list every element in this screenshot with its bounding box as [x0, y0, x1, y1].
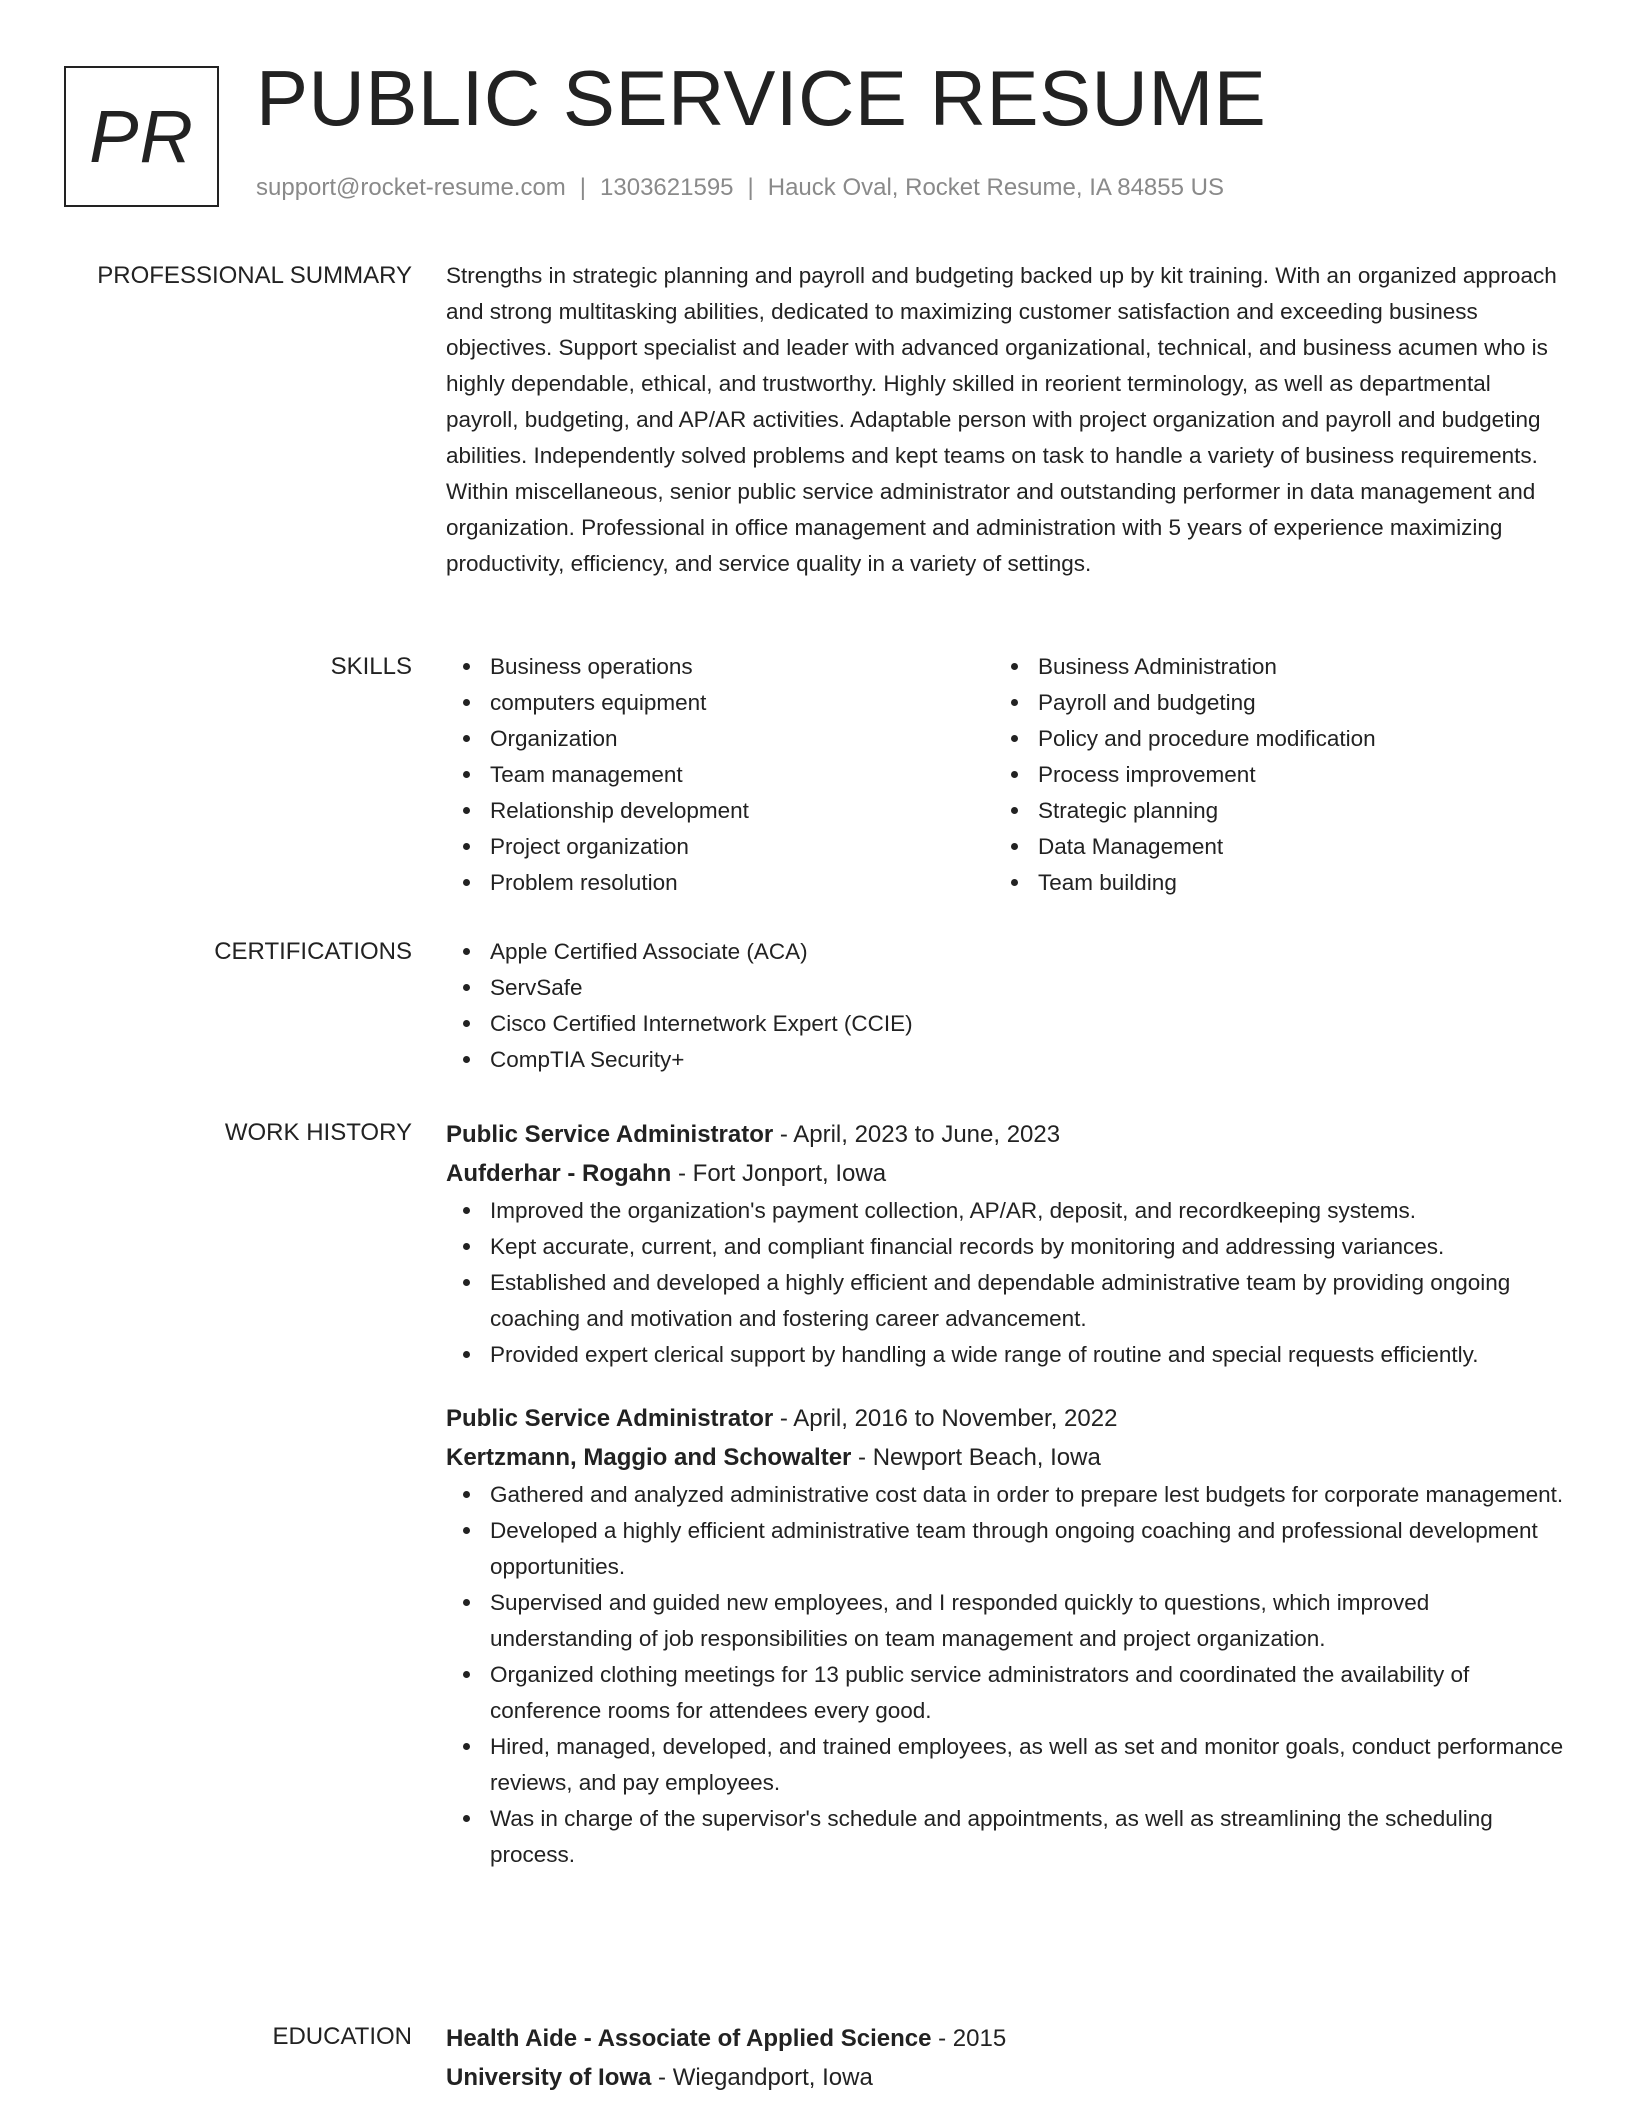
- section-label-summary: PROFESSIONAL SUMMARY: [97, 262, 412, 289]
- job-bullet: Provided expert clerical support by handling a wide range of routine and special requests efficiently.: [490, 1337, 1564, 1373]
- certification-item: CompTIA Security+: [490, 1042, 1564, 1078]
- contact-separator: |: [579, 174, 587, 201]
- skill-item: Policy and procedure modification: [1038, 721, 1542, 757]
- skill-item: Project organization: [490, 829, 994, 865]
- skill-item: Team building: [1038, 865, 1542, 901]
- skill-item: Organization: [490, 721, 994, 757]
- contact-phone: 1303621595: [600, 174, 734, 201]
- job-bullet: Kept accurate, current, and compliant financial records by monitoring and addressing variances.: [490, 1229, 1564, 1265]
- job-company: Aufderhar - Rogahn: [446, 1160, 672, 1187]
- job-title: Public Service Administrator: [446, 1405, 774, 1432]
- job-title-line: [446, 1399, 1564, 1438]
- skill-item: Business operations: [490, 649, 994, 685]
- section-label-work-history: WORK HISTORY: [224, 1119, 412, 1146]
- education-location: - Wiegandport, Iowa: [651, 2064, 873, 2091]
- contact-separator: |: [747, 174, 754, 201]
- job-bullet: Established and developed a highly efficient and dependable administrative team by providing ongoing coaching and motivation and fostering career advancement.: [490, 1265, 1564, 1337]
- skills-body: [446, 649, 1564, 901]
- job-title: Public Service Administrator: [446, 1121, 774, 1148]
- certification-item: ServSafe: [490, 970, 1564, 1006]
- education-degree: Health Aide - Associate of Applied Science: [446, 2025, 932, 2052]
- job-bullets: [446, 1477, 1564, 1873]
- job-bullets: [446, 1193, 1564, 1373]
- monogram-box: [64, 66, 219, 207]
- skill-item: Strategic planning: [1038, 793, 1542, 829]
- job-location: - Newport Beach, Iowa: [851, 1444, 1101, 1471]
- skill-item: Business Administration: [1038, 649, 1542, 685]
- certification-item: Cisco Certified Internetwork Expert (CCIE): [490, 1006, 1564, 1042]
- work-history-body: [446, 1115, 1564, 1873]
- skills-column-right: [994, 649, 1542, 901]
- skill-item: Data Management: [1038, 829, 1542, 865]
- job-bullet: Improved the organization's payment collection, AP/AR, deposit, and recordkeeping systems.: [490, 1193, 1564, 1229]
- summary-text: Strengths in strategic planning and payroll and budgeting backed up by kit training. With an organized approach and strong multitasking abilities, dedicated to maximizing customer satisfaction and exceeding business objectives. Support specialist and leader with advanced organizational, technical, and business acumen who is highly dependable, ethical, and trustworthy. Highly skilled in reorient terminology, as well as departmental payroll, budgeting, and AP/AR activities. Adaptable person with project organization and payroll and budgeting abilities. Independently solved problems and kept teams on task to handle a variety of business requirements. Within miscellaneous, senior public service administrator and outstanding performer in data management and organization. Professional in office management and administration with 5 years of experience maximizing productivity, efficiency, and service quality in a variety of settings.: [446, 263, 1557, 576]
- section-label-education: EDUCATION: [272, 2023, 412, 2050]
- job-bullet: Hired, managed, developed, and trained employees, as well as set and monitor goals, conduct performance reviews, and pay employees.: [490, 1729, 1564, 1801]
- skill-item: computers equipment: [490, 685, 994, 721]
- skill-item: Team management: [490, 757, 994, 793]
- job-dates: - April, 2023 to June, 2023: [773, 1121, 1061, 1148]
- education-body: [446, 2019, 1564, 2097]
- section-label-skills: SKILLS: [330, 653, 412, 680]
- skill-item: Problem resolution: [490, 865, 994, 901]
- summary-body: [446, 258, 1564, 582]
- job-bullet: Gathered and analyzed administrative cost data in order to prepare lest budgets for corporate management.: [490, 1477, 1564, 1513]
- certifications-body: [446, 934, 1564, 1078]
- job-location: - Fort Jonport, Iowa: [671, 1160, 887, 1187]
- education-school-line: [446, 2058, 1564, 2097]
- resume-title: PUBLIC SERVICE RESUME: [256, 54, 1267, 142]
- job-bullet: Organized clothing meetings for 13 public service administrators and coordinated the availability of conference rooms for attendees every good.: [490, 1657, 1564, 1729]
- contact-line: [256, 174, 1224, 202]
- contact-address: Hauck Oval, Rocket Resume, IA 84855 US: [767, 174, 1224, 201]
- skill-item: Payroll and budgeting: [1038, 685, 1542, 721]
- monogram-initials: PR: [89, 95, 194, 178]
- education-school: University of Iowa: [446, 2064, 652, 2091]
- job-title-line: [446, 1115, 1564, 1154]
- job-entry: [446, 1115, 1564, 1373]
- job-bullet: Supervised and guided new employees, and I responded quickly to questions, which improved understanding of job responsibilities on team management and project organization.: [490, 1585, 1564, 1657]
- job-entry: [446, 1399, 1564, 1873]
- section-label-certifications: CERTIFICATIONS: [214, 938, 412, 965]
- education-year: - 2015: [931, 2025, 1007, 2052]
- job-bullet: Developed a highly efficient administrative team through ongoing coaching and professional development opportunities.: [490, 1513, 1564, 1585]
- education-degree-line: [446, 2019, 1564, 2058]
- job-bullet: Was in charge of the supervisor's schedule and appointments, as well as streamlining the scheduling process.: [490, 1801, 1564, 1873]
- skill-item: Process improvement: [1038, 757, 1542, 793]
- job-company-line: [446, 1154, 1564, 1193]
- certification-item: Apple Certified Associate (ACA): [490, 934, 1564, 970]
- job-company: Kertzmann, Maggio and Schowalter: [446, 1444, 852, 1471]
- job-dates: - April, 2016 to November, 2022: [773, 1405, 1118, 1432]
- job-company-line: [446, 1438, 1564, 1477]
- skill-item: Relationship development: [490, 793, 994, 829]
- skills-column-left: [446, 649, 994, 901]
- contact-email: support@rocket-resume.com: [256, 174, 566, 201]
